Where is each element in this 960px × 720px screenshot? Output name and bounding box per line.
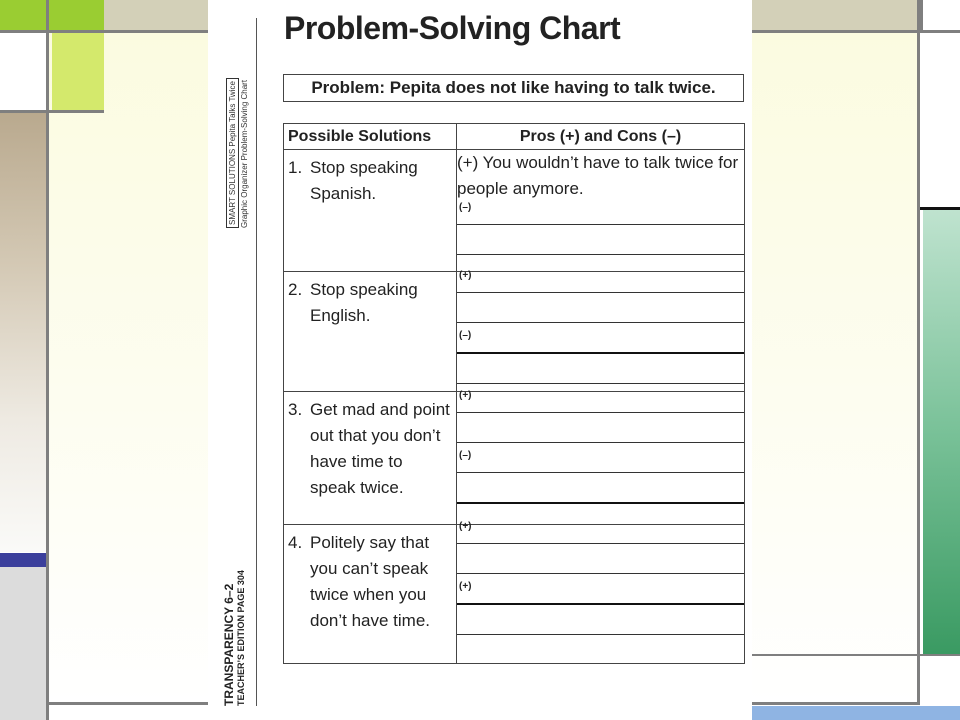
table-row (284, 272, 745, 392)
solution-number: 1. (288, 158, 303, 177)
fill-line (457, 392, 744, 413)
solution-number: 4. (288, 533, 303, 552)
solution-text: Get mad and point out that you don’t have time to speak twice. (310, 400, 450, 497)
pros-cons-cell (457, 392, 745, 525)
decor-left-rule (46, 0, 49, 720)
transparency-number: TRANSPARENCY 6–2 (222, 583, 236, 706)
pro-text: (+) You wouldn’t have to talk twice for people anymore. (457, 153, 739, 198)
solution-number: 3. (288, 400, 303, 419)
side-label-organizer: Graphic Organizer Problem-Solving Chart (240, 79, 249, 228)
fill-line (457, 293, 744, 323)
fill-line (457, 574, 744, 605)
page-title: Problem-Solving Chart (284, 10, 621, 46)
solution-cell (284, 392, 457, 525)
header-possible-solutions: Possible Solutions (284, 124, 457, 150)
decor-right-divider (920, 207, 960, 210)
pros-cons-cell (457, 150, 745, 272)
problem-text: Problem: Pepita does not like having to talk twice. (311, 78, 716, 97)
fill-line (457, 323, 744, 354)
pro-mark: (+) (459, 581, 472, 592)
solution-number: 2. (288, 280, 303, 299)
decor-left-gray-block (0, 567, 46, 720)
fill-line (457, 521, 744, 544)
solution-cell (284, 525, 457, 664)
fill-line (457, 443, 744, 473)
sheet-vertical-rule (256, 18, 257, 706)
solution-cell (284, 150, 457, 272)
pros-cons-cell (457, 521, 745, 664)
decor-right-green-band (923, 210, 960, 654)
con-mark: (–) (459, 202, 472, 213)
decor-left-blue-bar (0, 553, 46, 567)
fill-line (457, 225, 744, 255)
pro-mark: (+) (459, 270, 472, 281)
decor-bottom-blue-strip (752, 706, 960, 720)
decor-left-taupe-band (0, 112, 46, 552)
decor-right-lower-rule (752, 654, 960, 656)
teacher-edition-page: TEACHER’S EDITION PAGE 304 (236, 570, 246, 706)
side-label-block (226, 78, 250, 228)
decor-top-green-block (0, 0, 104, 30)
table-row (284, 392, 745, 525)
con-mark: (–) (459, 450, 472, 461)
fill-line (457, 354, 744, 384)
fill-line (457, 605, 744, 635)
table-row (284, 150, 745, 272)
solution-cell (284, 272, 457, 392)
side-label-series: SMART SOLUTIONS Pepita Talks Twice (226, 78, 239, 228)
con-mark: (–) (459, 330, 472, 341)
table-row (284, 525, 745, 664)
decor-left-divider (0, 110, 104, 113)
pro-mark: (+) (459, 390, 472, 401)
pros-cons-cell (457, 272, 745, 392)
decor-right-rule (917, 0, 920, 705)
header-pros-cons: Pros (+) and Cons (–) (457, 124, 745, 150)
problem-statement (283, 74, 744, 102)
decor-top-right-block (920, 0, 960, 30)
fill-line (457, 413, 744, 443)
problem-solving-table (283, 123, 745, 664)
side-label-transparency-block (222, 570, 247, 706)
pro-mark: (+) (459, 521, 472, 532)
solution-text: Politely say that you can’t speak twice when you don’t have time. (310, 533, 431, 630)
fill-line (457, 544, 744, 574)
fill-line (457, 202, 744, 225)
decor-lime-block (52, 32, 104, 112)
solution-text: Stop speaking English. (310, 280, 418, 325)
fill-line (457, 473, 744, 504)
table-header-row (284, 124, 745, 150)
solution-text: Stop speaking Spanish. (310, 158, 418, 203)
transparency-sheet (208, 0, 752, 720)
fill-line (457, 272, 744, 293)
